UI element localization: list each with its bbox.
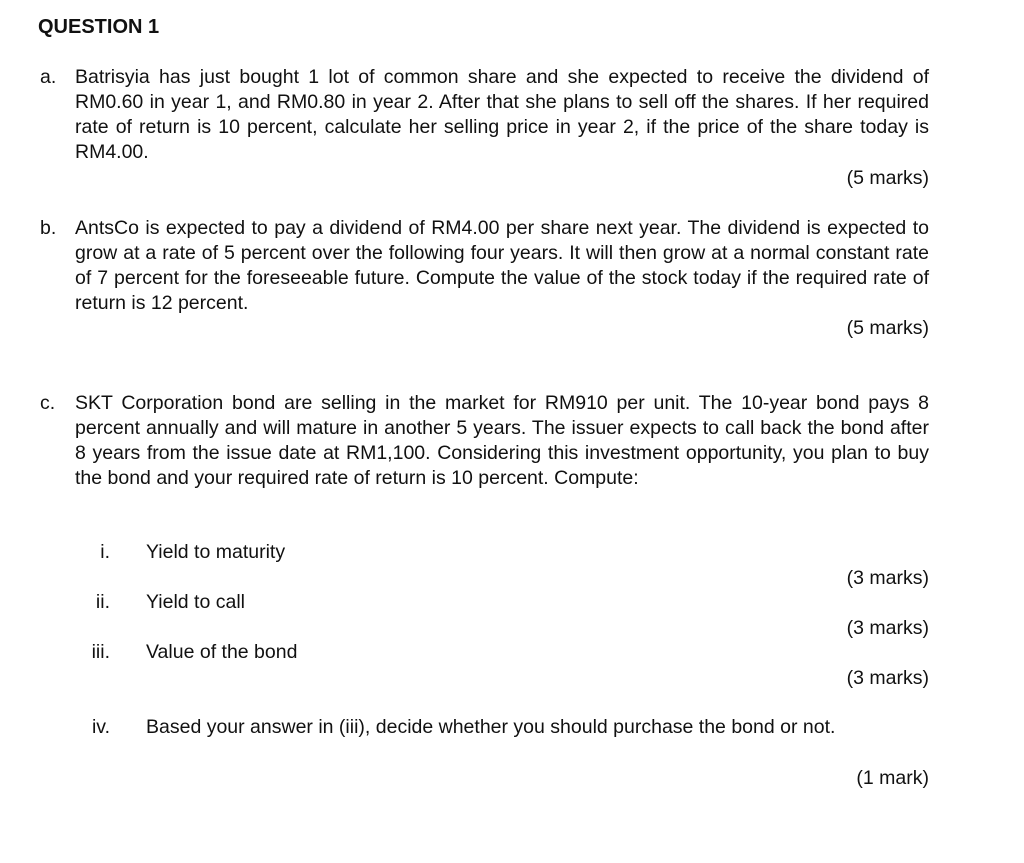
subpart-iv-label: iv. (91, 716, 110, 738)
question-c-text: SKT Corporation bond are selling in the market for RM910 per unit. The 10-year bond pays 8 percent annually and will mature in another 5 years. The issuer expects to call back the bond after 8 years from the issue date at RM1,100. Considering this investment opportunity, you plan to buy the bond and your required rate of return is 10 percent. Compute: (75, 392, 929, 489)
subpart-iii-label: iii. (91, 641, 110, 663)
subpart-i-label: i. (100, 541, 110, 563)
question-b-label: b. (40, 217, 57, 239)
question-a-text: Batrisyia has just bought 1 lot of common share and she expected to receive the dividend of RM0.60 in year 1, and RM0.80 in year 2. After that she plans to sell off the shares. If her required rate of return is 10 percent, calculate her selling price in year 2, if the price of the share today is RM4.00. (75, 66, 929, 163)
subpart-i-text: Yield to maturity (146, 541, 286, 563)
subpart-iv-text: Based your answer in (iii), decide whether you should purchase the bond or not. (146, 716, 836, 738)
subpart-iii-marks: (3 marks) (846, 667, 929, 689)
subpart-ii-marks: (3 marks) (846, 617, 929, 639)
question-b-text: AntsCo is expected to pay a dividend of RM4.00 per share next year. The dividend is expected to grow at a rate of 5 percent over the following four years. It will then grow at a normal constant rate of 7 percent for the foreseeable future. Compute the value of the stock today if the required rate of return is 12 percent. (75, 217, 929, 314)
subpart-ii-text: Yield to call (146, 591, 245, 613)
subpart-i-marks: (3 marks) (846, 567, 929, 589)
subpart-ii-label: ii. (95, 591, 110, 613)
subpart-iv-marks: (1 mark) (856, 767, 929, 789)
question-c-label: c. (40, 392, 56, 414)
subpart-iii-text: Value of the bond (146, 641, 298, 663)
question-a-label: a. (40, 66, 57, 88)
question-heading: QUESTION 1 (38, 16, 160, 38)
question-a-marks: (5 marks) (846, 167, 929, 189)
question-b-marks: (5 marks) (846, 317, 929, 339)
